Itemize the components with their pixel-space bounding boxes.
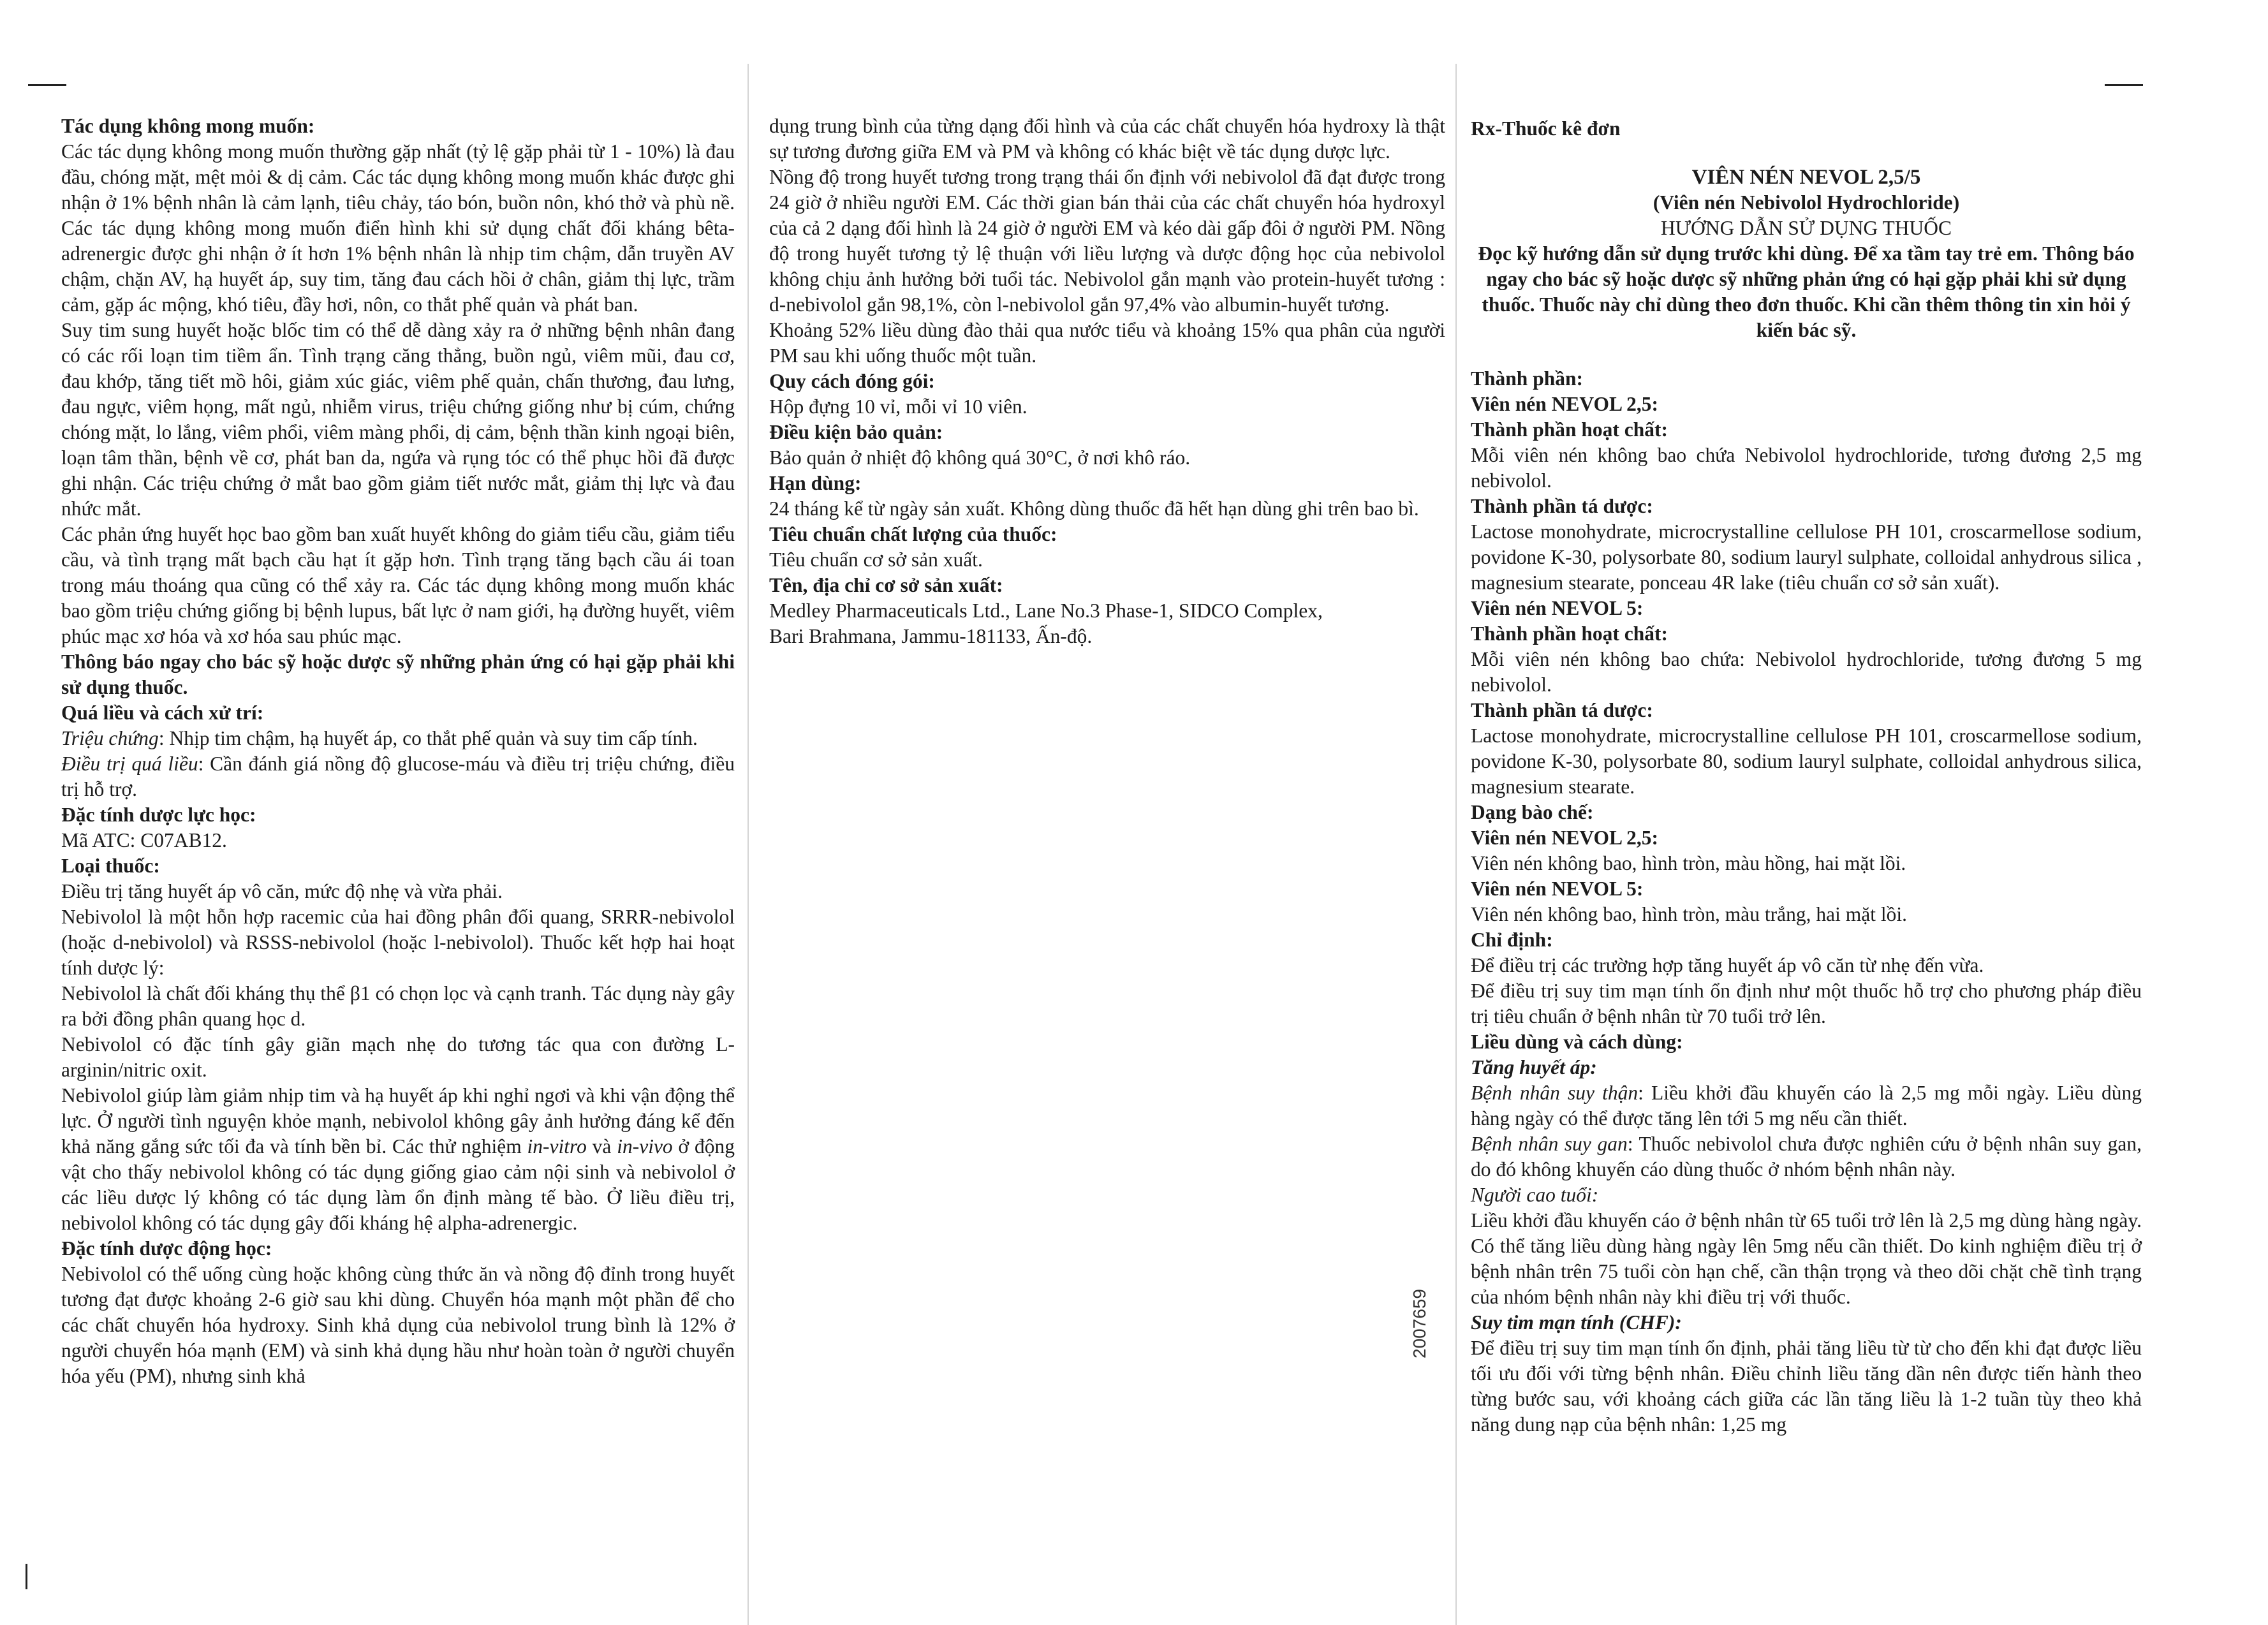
renal-dosage: [1471, 1080, 2142, 1131]
side-effects-paragraph-1: Các tác dụng không mong muốn thường gặp nhất (tỷ lệ gặp phải từ 1 - 10%) là đau đầu, chóng mặt, mệt mỏi & dị cảm. Các tác dụng không mong muốn khác được ghi nhận ở 1% bệnh nhân là cảm lạnh, tiêu chảy, táo bón, buồn nôn, khó thở và phù nề. Các tác dụng không mong muốn điển hình khi sử dụng chất đối kháng bêta-adrenergic được ghi nhận ở ít hơn 1% bệnh nhân là nhịp tim chậm, dẫn truyền AV chậm, chặn AV, hạ huyết áp, suy tim, tăng đau cách hồi ở chân, giảm thị lực, trầm cảm, gặp ác mộng, khó tiêu, đầy hơi, nôn, co thắt phế quản và phát ban.: [61, 140, 735, 316]
shelf-life-heading: Hạn dùng:: [769, 472, 862, 494]
active-ingredient-heading-2: Thành phần hoạt chất:: [1471, 622, 1668, 645]
pharmacokinetics-continuation: dụng trung bình của từng dạng đối hình và của các chất chuyển hóa hydroxy là thật sự tương đương giữa EM và PM và không có khác biệt về tác dụng dược lực.: [769, 115, 1445, 163]
crop-mark-bottom-left: [26, 1564, 27, 1589]
form-nevol-2-5-heading: Viên nén NEVOL 2,5:: [1471, 827, 1658, 849]
pharmacokinetics-heading: Đặc tính dược động học:: [61, 1237, 272, 1260]
storage-heading: Điều kiện bảo quản:: [769, 421, 943, 443]
pd-4-and: và: [586, 1135, 617, 1158]
pd-4-part-b: ở động vật cho thấy nebivolol không có tác dụng giống giao cảm nội sinh và nebivolol ở các liều dược lý không có tác dụng làm ổn định màng tế bào. Ở liều điều trị, nebivolol không có tác dụng gây đối kháng hệ alpha-adrenergic.: [61, 1135, 735, 1234]
pharmacodynamics-paragraph-1: Nebivolol là một hỗn hợp racemic của hai đồng phân đối quang, SRRR-nebivolol (hoặc d-nebivolol) và RSSS-nebivolol (hoặc l-nebivolol). Thuốc kết hợp hai hoạt tính dược lý:: [61, 906, 735, 979]
active-ingredient-text-1: Mỗi viên nén không bao chứa Nebivolol hydrochloride, tương đương 2,5 mg nebivolol.: [1471, 444, 2142, 492]
product-subtitle: (Viên nén Nebivolol Hydrochloride): [1653, 191, 1960, 214]
dosage-heading: Liều dùng và cách dùng:: [1471, 1031, 1683, 1053]
lot-code: 2007659: [1410, 1288, 1429, 1358]
warning-text: Đọc kỹ hướng dẫn sử dụng trước khi dùng. Để xa tầm tay trẻ em. Thông báo ngay cho bác sỹ hoặc dược sỹ những phản ứng có hại gặp phải khi sử dụng thuốc. Thuốc này chỉ dùng theo đơn thuốc. Khi cần thêm thông tin xin hỏi ý kiến bác sỹ.: [1478, 242, 2135, 341]
chf-heading: Suy tim mạn tính (CHF):: [1471, 1311, 1682, 1334]
side-effects-heading: Tác dụng không mong muốn:: [61, 115, 315, 137]
symptoms-label: Triệu chứng: [61, 727, 159, 749]
excipients-text-2: Lactose monohydrate, microcrystalline cellulose PH 101, croscarmellose sodium, povidone K-30, polysorbate 80, sodium lauryl sulphate, colloidal anhydrous silica, magnesium stearate.: [1471, 724, 2142, 798]
renal-text: : Liều khởi đầu khuyến cáo là 2,5 mg mỗi ngày. Liều dùng hàng ngày có thể được tăng lên tới 5 mg nếu cần thiết.: [1471, 1082, 2142, 1129]
pharmacodynamics-paragraph-3: Nebivolol có đặc tính gây giãn mạch nhẹ do tương tác qua con đường L-arginin/nitric oxit.: [61, 1033, 735, 1081]
active-ingredient-text-2: Mỗi viên nén không bao chứa: Nebivolol hydrochloride, tương đương 5 mg nebivolol.: [1471, 648, 2142, 696]
atc-code: Mã ATC: C07AB12.: [61, 829, 227, 851]
side-effects-paragraph-2: Suy tim sung huyết hoặc blốc tim có thể dễ dàng xảy ra ở những bệnh nhân đang có các rối loạn tim tiềm ẩn. Tình trạng căng thẳng, buồn ngủ, viêm mũi, đau cơ, đau khớp, tăng tiết mồ hôi, giảm xúc giác, viêm phế quản, chấn thương, đau lưng, đau ngực, viêm họng, mất ngủ, nhiễm virus, triệu chứng giống như bị cúm, chứng chóng mặt, lo lắng, viêm phổi, viêm màng phổi, dị cảm, bệnh thần kinh ngoại biên, loạn tâm thần, bệnh về cơ, phát ban da, ngứa và rụng tóc có thể phục hồi đã được ghi nhận. Các triệu chứng ở mắt bao gồm giảm tiết nước mắt, giảm thị lực và đau nhức mắt.: [61, 319, 735, 520]
manufacturer-address-line-1: Medley Pharmaceuticals Ltd., Lane No.3 Phase-1, SIDCO Complex,: [769, 599, 1323, 622]
form-nevol-5-heading: Viên nén NEVOL 5:: [1471, 878, 1644, 900]
pharmacodynamics-paragraph-2: Nebivolol là chất đối kháng thụ thể β1 có chọn lọc và cạnh tranh. Tác dụng này gây ra bởi đồng phân quang học d.: [61, 982, 735, 1030]
shelf-life-text: 24 tháng kể từ ngày sản xuất. Không dùng thuốc đã hết hạn dùng ghi trên bao bì.: [769, 497, 1419, 520]
dosage-form-heading: Dạng bào chế:: [1471, 801, 1594, 823]
renal-label: Bệnh nhân suy thận: [1471, 1082, 1638, 1104]
quality-standard-heading: Tiêu chuẩn chất lượng của thuốc:: [769, 523, 1057, 545]
pharmacokinetics-paragraph-2: Nồng độ trong huyết tương trong trạng thái ổn định với nebivolol đã đạt được trong 24 giờ ở nhiều người EM. Các thời gian bán thải của các chất chuyển hóa hydroxyl của cả 2 dạng đối hình là 24 giờ ở người EM và kéo dài gấp đôi ở người PM. Nồng độ trong huyết tương tỷ lệ thuận với liều lượng và dược động học của nebivolol không chịu ảnh hưởng bởi tuổi tác. Nebivolol gắn mạnh vào protein-huyết tương : d-nebivolol gắn 98,1%, còn l-nebivolol gắn 97,4% vào albumin-huyết tương.: [769, 166, 1445, 316]
hepatic-dosage: [1471, 1131, 2142, 1182]
indications-heading: Chỉ định:: [1471, 929, 1553, 951]
indication-1: Để điều trị các trường hợp tăng huyết áp vô căn từ nhẹ đến vừa.: [1471, 954, 1984, 976]
form-nevol-2-5-text: Viên nén không bao, hình tròn, màu hồng, hai mặt lồi.: [1471, 852, 1906, 874]
storage-text: Bảo quản ở nhiệt độ không quá 30°C, ở nơi khô ráo.: [769, 446, 1191, 469]
hepatic-text: : Thuốc nebivolol chưa được nghiên cứu ở bệnh nhân suy gan, do đó không khuyến cáo dùng thuốc ở nhóm bệnh nhân này.: [1471, 1133, 2142, 1180]
fold-line-1: [747, 64, 749, 1625]
manufacturer-address-line-2: Bari Brahmana, Jammu-181133, Ấn-độ.: [769, 625, 1093, 647]
drug-type-heading: Loại thuốc:: [61, 855, 160, 877]
form-nevol-5-text: Viên nén không bao, hình tròn, màu trắng, hai mặt lồi.: [1471, 903, 1907, 925]
active-ingredient-heading-1: Thành phần hoạt chất:: [1471, 418, 1668, 441]
pd-4-invivo: in-vivo: [617, 1135, 673, 1158]
packaging-text: Hộp đựng 10 vỉ, mỗi vỉ 10 viên.: [769, 395, 1027, 418]
column-3: [1471, 116, 2142, 1438]
quality-standard-text: Tiêu chuẩn cơ sở sản xuất.: [769, 548, 983, 571]
hypertension-heading: Tăng huyết áp:: [1471, 1056, 1597, 1078]
treatment-text: : Cần đánh giá nồng độ glucose-máu và điều trị triệu chứng, điều trị hỗ trợ.: [61, 753, 735, 800]
elderly-label: Người cao tuổi:: [1471, 1184, 1599, 1206]
drug-type-text: Điều trị tăng huyết áp vô căn, mức độ nhẹ và vừa phải.: [61, 880, 503, 902]
overdose-treatment: [61, 751, 735, 802]
treatment-label: Điều trị quá liều: [61, 753, 198, 775]
packaging-heading: Quy cách đóng gói:: [769, 370, 935, 392]
indication-2: Để điều trị suy tim mạn tính ổn định như một thuốc hỗ trợ cho phương pháp điều trị tiêu chuẩn ở bệnh nhân từ 70 tuổi trở lên.: [1471, 980, 2142, 1027]
pharmacokinetics-paragraph-3: Khoảng 52% liều dùng đào thải qua nước tiểu và khoảng 15% qua phân của người PM sau khi uống thuốc một tuần.: [769, 319, 1445, 367]
symptoms-text: : Nhịp tim chậm, hạ huyết áp, co thắt phế quản và suy tim cấp tính.: [158, 727, 698, 749]
side-effects-paragraph-3: Các phản ứng huyết học bao gồm ban xuất huyết không do giảm tiểu cầu, giảm tiểu cầu, và tình trạng mất bạch cầu hạt ít gặp hơn. Tình trạng tăng bạch cầu ái toan trong máu thoáng qua cũng có thể xảy ra. Các tác dụng không mong muốn khác bao gồm triệu chứng giống bị bệnh lupus, bất lực ở nam giới, hạ đường huyết, viêm phúc mạc xơ hóa và xơ hóa sau phúc mạc.: [61, 523, 735, 647]
notify-doctor-heading: Thông báo ngay cho bác sỹ hoặc dược sỹ những phản ứng có hại gặp phải khi sử dụng thuốc.: [61, 651, 735, 698]
manufacturer-heading: Tên, địa chỉ cơ sở sản xuất:: [769, 574, 1003, 596]
pharmacodynamics-heading: Đặc tính dược lực học:: [61, 804, 256, 826]
guide-title: HƯỚNG DẪN SỬ DỤNG THUỐC: [1660, 217, 1952, 239]
nevol-2-5-heading: Viên nén NEVOL 2,5:: [1471, 393, 1658, 415]
pharmacodynamics-paragraph-4: [61, 1083, 735, 1236]
crop-mark-top-right: [2105, 84, 2143, 86]
product-name: VIÊN NÉN NEVOL 2,5/5: [1691, 166, 1921, 189]
hepatic-label: Bệnh nhân suy gan: [1471, 1133, 1628, 1155]
chf-text: Để điều trị suy tim mạn tính ổn định, phải tăng liều từ từ cho đến khi đạt được liều tối ưu đối với từng bệnh nhân. Điều chỉnh liều tăng dần nên được tiến hành theo từng bước sau, với khoảng cách giữa các lần tăng liều là 1-2 tuần tùy theo khả năng dung nạp của bệnh nhân: 1,25 mg: [1471, 1337, 2142, 1436]
overdose-symptoms: [61, 726, 735, 751]
crop-mark-top-left: [28, 84, 66, 86]
pharmacokinetics-paragraph-1: Nebivolol có thể uống cùng hoặc không cùng thức ăn và nồng độ đỉnh trong huyết tương đạt được khoảng 2-6 giờ sau khi dùng. Chuyển hóa mạnh một phần để cho các chất chuyển hóa hydroxy. Sinh khả dụng của nebivolol trung bình là 12% ở người chuyển hóa mạnh (EM) và sinh khả dụng hầu như hoàn toàn ở người chuyển hóa yếu (PM), nhưng sinh khả: [61, 1263, 735, 1387]
overdose-heading: Quá liều và cách xử trí:: [61, 702, 264, 724]
composition-heading: Thành phần:: [1471, 367, 1583, 390]
pd-4-invitro: in-vitro: [527, 1135, 587, 1158]
fold-line-2: [1455, 64, 1457, 1625]
column-2: [769, 114, 1445, 649]
nevol-5-heading: Viên nén NEVOL 5:: [1471, 597, 1644, 619]
excipients-heading-2: Thành phần tá dược:: [1471, 699, 1653, 721]
excipients-heading-1: Thành phần tá dược:: [1471, 495, 1653, 517]
column-1: [61, 114, 735, 1389]
excipients-text-1: Lactose monohydrate, microcrystalline cellulose PH 101, croscarmellose sodium, povidone K-30, polysorbate 80, sodium lauryl sulphate, colloidal anhydrous silica , magnesium stearate, ponceau 4R lake (tiêu chuẩn cơ sở sản xuất).: [1471, 520, 2142, 594]
elderly-text: Liều khởi đầu khuyến cáo ở bệnh nhân từ 65 tuổi trở lên là 2,5 mg dùng hàng ngày. Có thể tăng liều dùng hàng ngày lên 5mg nếu cần thiết. Do kinh nghiệm điều trị ở bệnh nhân trên 75 tuổi còn hạn chế, cần thận trọng và theo dõi chặt chẽ tình trạng của nhóm bệnh nhân này khi điều trị với thuốc.: [1471, 1209, 2142, 1308]
pd-4-part-a: Nebivolol giúp làm giảm nhịp tim và hạ huyết áp khi nghỉ ngơi và khi vận động thể lực. Ở người tình nguyện khỏe mạnh, nebivolol không gây ảnh hưởng đáng kể đến khả năng gắng sức tối đa và tính bền bỉ. Các thử nghiệm: [61, 1084, 735, 1158]
rx-label: Rx-Thuốc kê đơn: [1471, 117, 1621, 140]
